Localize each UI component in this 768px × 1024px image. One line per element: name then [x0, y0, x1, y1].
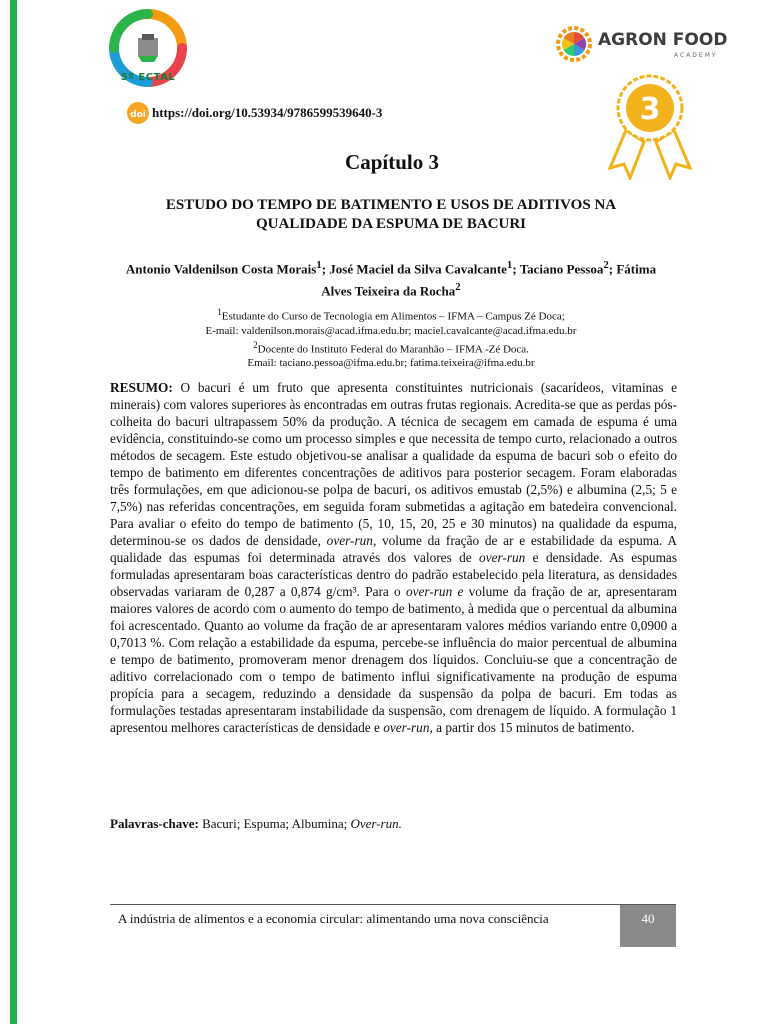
abstract-text-4: volume da fração de ar, apresentaram maiores valores de acordo com o aumento do tempo de batimento, à medida que o percentual da albumina foi acrescentado. Quanto ao volume da fração de ar apresentaram valores médios variando entre 0,0900 a 0,7013 %. Com relação a estabilidade da espuma, percebe-se influência do maior percentual de albumina e tempo de batimento, promoveram menor drenagem dos líquidos. Concluiu-se que a concentração de aditivo correlacionado com o tempo de batimento influi significativamente na produção de espuma propícia para a secagem, reduzindo a densidade da suspensão da polpa de bacuri. Em todas as formulações testadas apresentaram instabilidade da suspensão, com drenagem de líquido. A formulação 1 apresentou melhores características de densidade e: [110, 584, 677, 735]
keywords-label: Palavras-chave:: [110, 816, 199, 831]
abstract-text-5: a partir dos 15 minutos de batimento.: [432, 720, 635, 735]
affiliations: [110, 305, 672, 370]
affil-line-2: E-mail: valdenilson.morais@acad.ifma.edu.br; maciel.cavalcante@acad.ifma.edu.br: [205, 324, 577, 337]
abstract-italic-2: over-run: [479, 550, 526, 565]
title-line-1: ESTUDO DO TEMPO DE BATIMENTO E USOS DE ADITIVOS NA: [165, 197, 617, 213]
doi-row: [127, 102, 382, 124]
abstract-label: RESUMO:: [110, 380, 173, 395]
footer-book-title: A indústria de alimentos e a economia circular: alimentando uma nova consciência: [118, 911, 549, 926]
ectal-label: 5º ECTAL: [120, 72, 176, 83]
doi-icon: [127, 102, 149, 124]
author-4: ; Fátima Alves Teixeira da Rocha: [321, 261, 657, 299]
affil-line-1: Estudante do Curso de Tecnologia em Alimentos – IFMA – Campus Zé Doca;: [221, 310, 565, 323]
keywords-text: Bacuri; Espuma; Albumina;: [198, 816, 351, 831]
abstract-italic-3: over-run e: [405, 584, 464, 599]
doi-badge-text: doi: [130, 110, 146, 120]
abstract-italic-1: over-run: [326, 533, 373, 548]
award-number: 3: [639, 92, 661, 127]
author-4-sup: 2: [455, 281, 461, 294]
affil-line-3: Docente do Instituto Federal do Maranhão – IFMA -Zé Doca.: [257, 343, 529, 356]
author-2-sup: 1: [506, 259, 513, 271]
author-2: ; José Maciel da Silva Cavalcante: [321, 261, 507, 277]
page-number: 40: [620, 905, 676, 947]
keywords-italic: Over-run.: [350, 816, 402, 831]
author-3: ; Taciano Pessoa: [512, 261, 604, 277]
abstract-text-2: , volume da fração de ar e estabilidade da espuma. A qualidade das espumas foi determinada através dos valores de: [110, 533, 677, 565]
agron-food-logo: [556, 26, 746, 66]
author-1-sup: 1: [316, 259, 322, 271]
author-list: [110, 256, 672, 301]
agron-name: AGRON FOOD: [598, 30, 728, 50]
affil-1-sup: 1: [217, 307, 222, 317]
abstract-text-1: O bacuri é um fruto que apresenta constituintes nutricionais (sacarídeos, vitaminas e minerais) com valores superiores às encontradas em outras frutas regionais. Acredita-se que as perdas pós-colheita do bacuri ultrapassem 50% da produção. A técnica de secagem em camada de espuma é uma evidência, constituindo-se como um processo simples e que necessita de tempo curto, relacionado a outros métodos de secagem. Este estudo objetivou-se analisar a qualidade da espuma de bacuri sob o efeito do tempo de batimento em diferentes concentrações de aditivos para posterior secagem. Foram elaboradas três formulações, em que adicionou-se polpa de bacuri, os aditivos emustab (2,5%) e albumina (2,5; 5 e 7,5%) nas referidas concentrações, em seguida foram submetidas a agitação em batedeira convencional. Para avaliar o efeito do tempo de batimento (5, 10, 15, 20, 25 e 30 minutos) na qualidade da espuma, determinou-se os dados de densidade,: [110, 380, 677, 548]
affil-line-4: Email: taciano.pessoa@ifma.edu.br; fatima.teixeira@ifma.edu.br: [247, 357, 535, 370]
abstract: [110, 379, 677, 736]
author-3-sup: 2: [603, 259, 609, 271]
affil-3-sup: 2: [253, 339, 258, 350]
page-footer: [110, 904, 676, 947]
keywords: [110, 816, 677, 832]
chapter-heading: Capítulo 3: [345, 150, 439, 174]
doi-link[interactable]: https://doi.org/10.53934/9786599539640-3: [152, 105, 383, 120]
author-1: Antonio Valdenilson Costa Morais: [125, 261, 317, 277]
title-line-2: QUALIDADE DA ESPUMA DE BACURI: [255, 216, 527, 232]
abstract-italic-4: over-run,: [383, 720, 433, 735]
agron-gear-icon: [556, 26, 592, 62]
agron-subtitle: ACADEMY: [674, 52, 718, 59]
abstract-text-3: e densidade. As espumas formuladas apresentaram boas características dentro do padrão estabelecido pela literatura, as densidades observadas variaram de 0,287 a 0,874 g/cm³. Para o: [110, 550, 677, 599]
paper-title: [110, 196, 672, 234]
